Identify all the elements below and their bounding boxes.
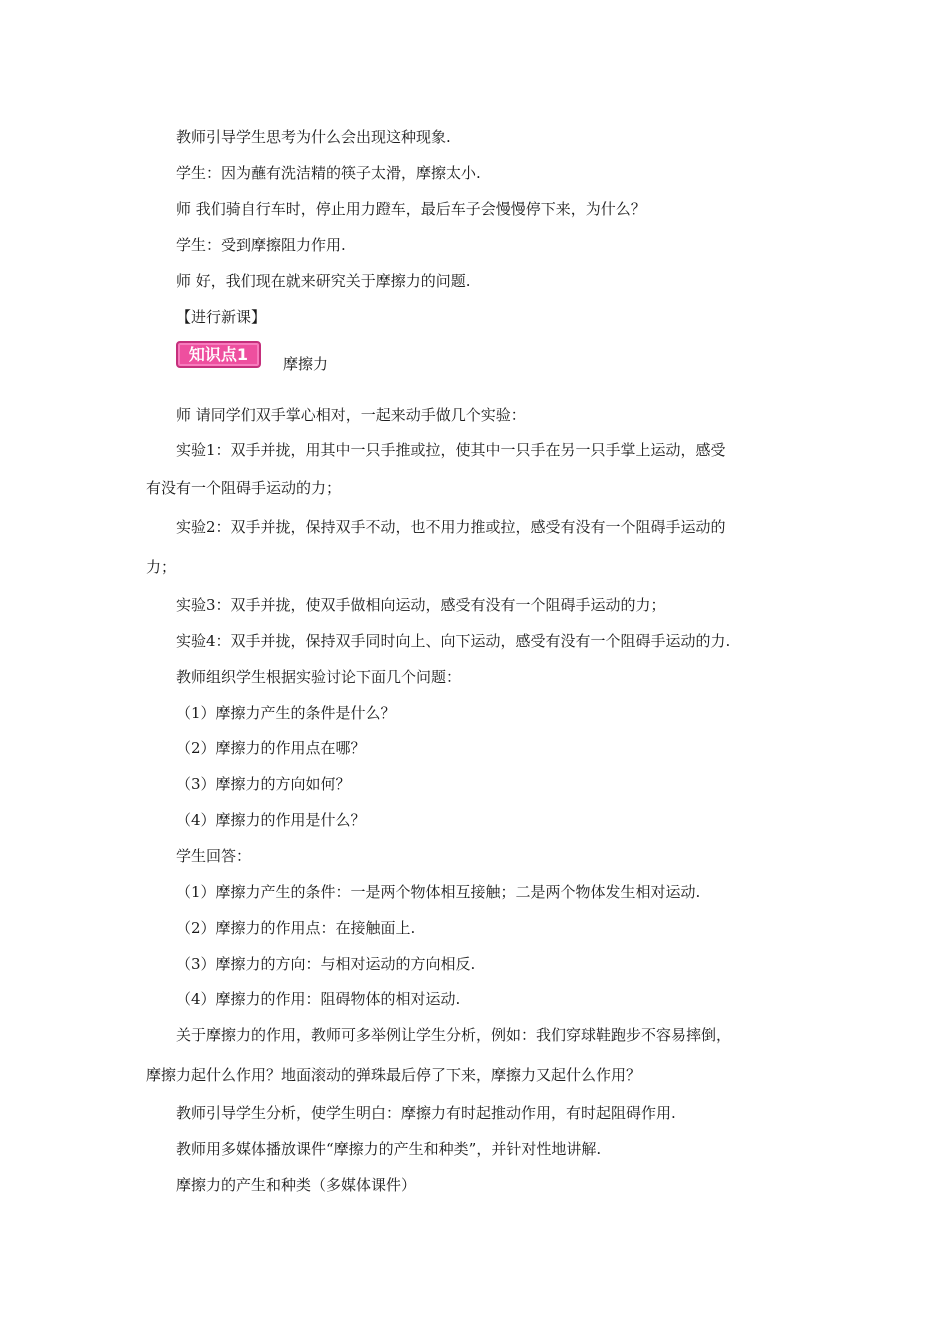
- paragraph: 实验4：双手并拢，保持双手同时向上、向下运动，感受有没有一个阻碍手运动的力.: [176, 632, 731, 650]
- list-item: （3）摩擦力的方向如何？: [176, 775, 351, 793]
- paragraph-continuation: 摩擦力起什么作用？地面滚动的弹珠最后停了下来，摩擦力又起什么作用？: [146, 1066, 642, 1084]
- paragraph: 师 请同学们双手掌心相对，一起来动手做几个实验：: [176, 406, 526, 424]
- list-item: （2）摩擦力的作用点：在接触面上.: [176, 919, 416, 937]
- paragraph: 学生：受到摩擦阻力作用.: [176, 236, 346, 254]
- list-item: （1）摩擦力产生的条件：一是两个物体相互接触；二是两个物体发生相对运动.: [176, 883, 701, 901]
- paragraph: 教师用多媒体播放课件“摩擦力的产生和种类”，并针对性地讲解.: [176, 1140, 602, 1158]
- paragraph: 教师引导学生分析，使学生明白：摩擦力有时起推动作用，有时起阻碍作用.: [176, 1104, 676, 1122]
- paragraph: 实验1：双手并拢，用其中一只手推或拉，使其中一只手在另一只手掌上运动，感受: [176, 441, 726, 459]
- paragraph: 教师引导学生思考为什么会出现这种现象.: [176, 128, 451, 146]
- section-heading: 【进行新课】: [176, 308, 267, 326]
- list-item: （4）摩擦力的作用：阻碍物体的相对运动.: [176, 990, 461, 1008]
- paragraph: 教师组织学生根据实验讨论下面几个问题：: [176, 668, 462, 686]
- list-item: （2）摩擦力的作用点在哪？: [176, 739, 366, 757]
- paragraph-continuation: 力；: [146, 558, 177, 576]
- paragraph: 实验2：双手并拢，保持双手不动，也不用力推或拉，感受有没有一个阻碍手运动的: [176, 518, 726, 536]
- paragraph: 学生：因为蘸有洗洁精的筷子太滑，摩擦太小.: [176, 164, 481, 182]
- paragraph-continuation: 有没有一个阻碍手运动的力；: [146, 479, 342, 497]
- paragraph: 师 好，我们现在就来研究关于摩擦力的问题.: [176, 272, 471, 290]
- list-item: （4）摩擦力的作用是什么？: [176, 811, 366, 829]
- paragraph: 实验3：双手并拢，使双手做相向运动，感受有没有一个阻碍手运动的力；: [176, 596, 666, 614]
- knowledge-point-badge: 知识点1: [176, 341, 261, 368]
- paragraph: 关于摩擦力的作用，教师可多举例让学生分析，例如：我们穿球鞋跑步不容易摔倒，: [176, 1026, 732, 1044]
- paragraph: 师 我们骑自行车时，停止用力蹬车，最后车子会慢慢停下来，为什么？: [176, 200, 646, 218]
- paragraph: 学生回答：: [176, 847, 252, 865]
- list-item: （3）摩擦力的方向：与相对运动的方向相反.: [176, 955, 476, 973]
- paragraph: 摩擦力的产生和种类（多媒体课件）: [176, 1176, 417, 1194]
- list-item: （1）摩擦力产生的条件是什么？: [176, 704, 396, 722]
- knowledge-point-title: 摩擦力: [283, 355, 329, 373]
